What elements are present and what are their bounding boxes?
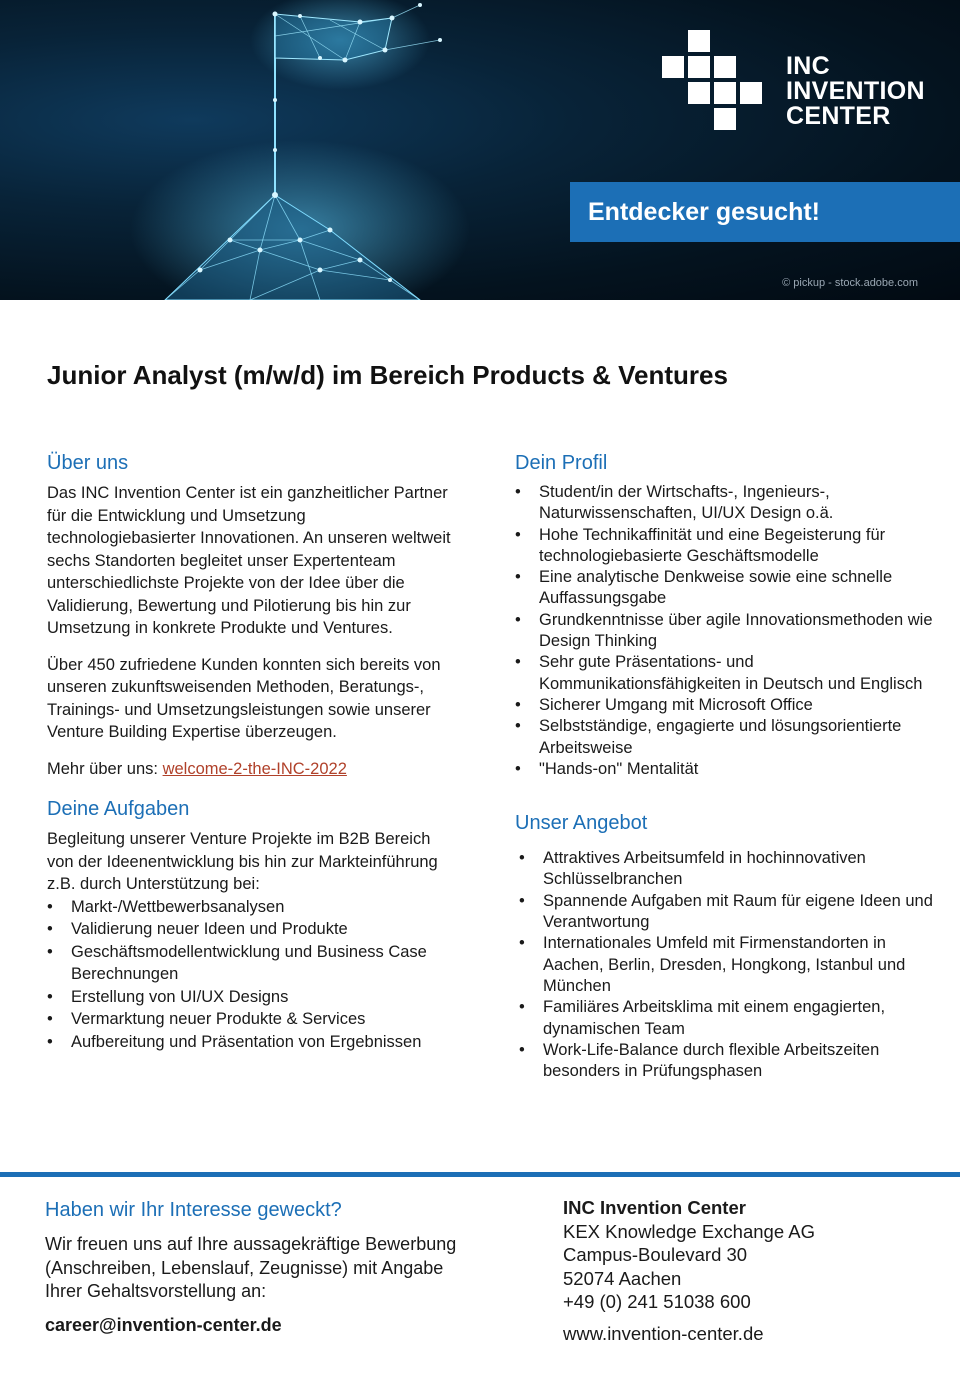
list-item: • "Hands-on" Mentalität [515,759,699,778]
list-item: • Aufbereitung und Präsentation von Ergebnissen [47,1032,422,1051]
list-item: • Internationales Umfeld mit Firmenstandorten in Aachen, Berlin, Dresden, Hongkong, Istanbul und München [519,934,906,995]
company-name: INC Invention Center [563,1197,746,1218]
list-item: • Grundkenntnisse über agile Innovationsmethoden wie Design Thinking [515,610,933,651]
list-item: • Work-Life-Balance durch flexible Arbeitszeiten besonders in Prüfungsphasen [519,1040,880,1081]
logo-line: CENTER [786,102,891,130]
list-item: • Attraktives Arbeitsumfeld in hochinnovativen Schlüsselbranchen [519,849,866,889]
list-item-text: Internationales Umfeld mit Firmenstandorten in Aachen, Berlin, Dresden, Hongkong, Istanbul und München [543,934,906,995]
list-item: • Erstellung von UI/UX Designs [47,987,289,1006]
list-item: • Validierung neuer Ideen und Produkte [47,920,348,938]
list-item: • Geschäftsmodellentwicklung und Business Case Berechnungen [47,942,427,983]
address-line: 52074 Aachen [563,1267,682,1289]
list-item-text: Aufbereitung und Präsentation von Ergebnissen [71,1032,422,1051]
list-item: • Spannende Aufgaben mit Raum für eigene Ideen und Verantwortung [519,891,933,932]
more-about-label: Mehr über uns: [47,759,163,778]
list-item: • Hohe Technikaffinität und eine Begeisterung für technologiebasierte Geschäftsmodelle [515,525,886,565]
list-item-text: Validierung neuer Ideen und Produkte [71,920,348,938]
list-item-text: Work-Life-Balance durch flexible Arbeitszeiten besonders in Prüfungsphasen [543,1040,880,1081]
career-email[interactable]: career@invention-center.de [45,1314,282,1335]
list-item-text: Attraktives Arbeitsumfeld in hochinnovativen Schlüsselbranchen [543,849,866,889]
more-about-line [47,758,457,781]
phone-number: +49 (0) 241 51038 600 [563,1291,751,1312]
list-item-text: Hohe Technikaffinität und eine Begeisterung für technologiebasierte Geschäftsmodelle [539,525,886,565]
about-heading: Über uns [47,452,129,474]
logo-wordmark [786,54,925,129]
right-column [515,450,935,1082]
tasks-heading: Deine Aufgaben [47,798,190,820]
list-item-text: Grundkenntnisse über agile Innovationsmethoden wie Design Thinking [539,610,933,651]
list-item-text: Sehr gute Präsentations- und Kommunikationsfähigkeiten in Deutsch und Englisch [539,653,923,693]
offer-list [515,848,935,1082]
logo-line: INVENTION [786,77,925,105]
address-line: Campus-Boulevard 30 [563,1244,748,1265]
inc-logo-icon [662,30,762,130]
list-item-text: Markt-/Wettbewerbsanalysen [71,897,285,916]
about-paragraph-1: Das INC Invention Center ist ein ganzheitlicher Partner für die Entwicklung und Umsetzung technologiebasierter Innovationen. An unseren weltweit sechs Standorten begleitet unser Expertenteam unterschiedlichste Projekte von der Idee über die Validierung, Bewertung und Pilotierung bis hin zur Umsetzung in konkrete Produkte und Ventures. [47,484,451,637]
list-item-text: Spannende Aufgaben mit Raum für eigene Ideen und Verantwortung [543,891,933,932]
list-item: • Eine analytische Denkweise sowie eine schnelle Auffassungsgabe [515,568,893,608]
address-line: KEX Knowledge Exchange AG [563,1220,815,1242]
list-item: • Sicherer Umgang mit Microsoft Office [515,695,813,714]
list-item: • Selbstständige, engagierte und lösungsorientierte Arbeitsweise [515,717,902,757]
footer-divider [0,1172,960,1177]
interest-heading: Haben wir Ihr Interesse geweckt? [45,1199,342,1221]
contact-section [563,1196,943,1345]
tasks-list [47,896,457,1054]
left-column [47,450,457,1053]
list-item: • Vermarktung neuer Produkte & Services [47,1010,366,1028]
list-item-text: Geschäftsmodellentwicklung und Business Case Berechnungen [71,942,427,983]
about-paragraph-2: Über 450 zufriedene Kunden konnten sich bereits von unseren zukunftsweisenden Methoden, Beratungs-, Trainings- und Umsetzungsleistungen sowie unserer Venture Building Expertise überzeugen. [47,655,441,741]
list-item: • Markt-/Wettbewerbsanalysen [47,897,285,916]
hero-banner [0,0,960,300]
list-item-text: Erstellung von UI/UX Designs [71,987,289,1006]
profile-heading: Dein Profil [515,452,608,474]
list-item-text: Sicherer Umgang mit Microsoft Office [539,695,813,714]
profile-list [515,482,935,780]
website-link[interactable]: www.invention-center.de [563,1322,764,1344]
list-item-text: Selbstständige, engagierte und lösungsorientierte Arbeitsweise [539,717,902,757]
logo-line: INC [786,52,830,80]
offer-heading: Unser Angebot [515,812,648,835]
tasks-intro: Begleitung unserer Venture Projekte im B2B Bereich von der Ideenentwicklung bis hin zur Markteinführung z.B. durch Unterstützung bei: [47,830,438,893]
list-item: • Sehr gute Präsentations- und Kommunikationsfähigkeiten in Deutsch und Englisch [515,653,923,693]
tagline-banner [570,182,960,242]
list-item-text: Student/in der Wirtschafts-, Ingenieurs-, Naturwissenschaften, UI/UX Design o.ä. [539,483,834,523]
list-item-text: "Hands-on" Mentalität [539,759,699,778]
network-flag-illustration [0,0,960,300]
list-item: • Student/in der Wirtschafts-, Ingenieurs-, Naturwissenschaften, UI/UX Design o.ä. [515,483,834,523]
tagline-text: Entdecker gesucht! [588,198,821,226]
more-about-link[interactable]: welcome-2-the-INC-2022 [162,759,347,778]
application-text: Wir freuen uns auf Ihre aussagekräftige Bewerbung (Anschreiben, Lebenslauf, Zeugnisse) mit Angabe Ihrer Gehaltsvorstellung an: [45,1234,457,1301]
list-item-text: Familiäres Arbeitsklima mit einem engagierten, dynamischen Team [543,998,886,1038]
job-title: Junior Analyst (m/w/d) im Bereich Products & Ventures [47,360,728,390]
application-section [45,1197,465,1337]
list-item-text: Eine analytische Denkweise sowie eine schnelle Auffassungsgabe [539,568,893,608]
list-item-text: Vermarktung neuer Produkte & Services [71,1010,366,1028]
list-item: • Familiäres Arbeitsklima mit einem engagierten, dynamischen Team [519,998,886,1038]
image-credit: © pickup - stock.adobe.com [782,277,918,289]
